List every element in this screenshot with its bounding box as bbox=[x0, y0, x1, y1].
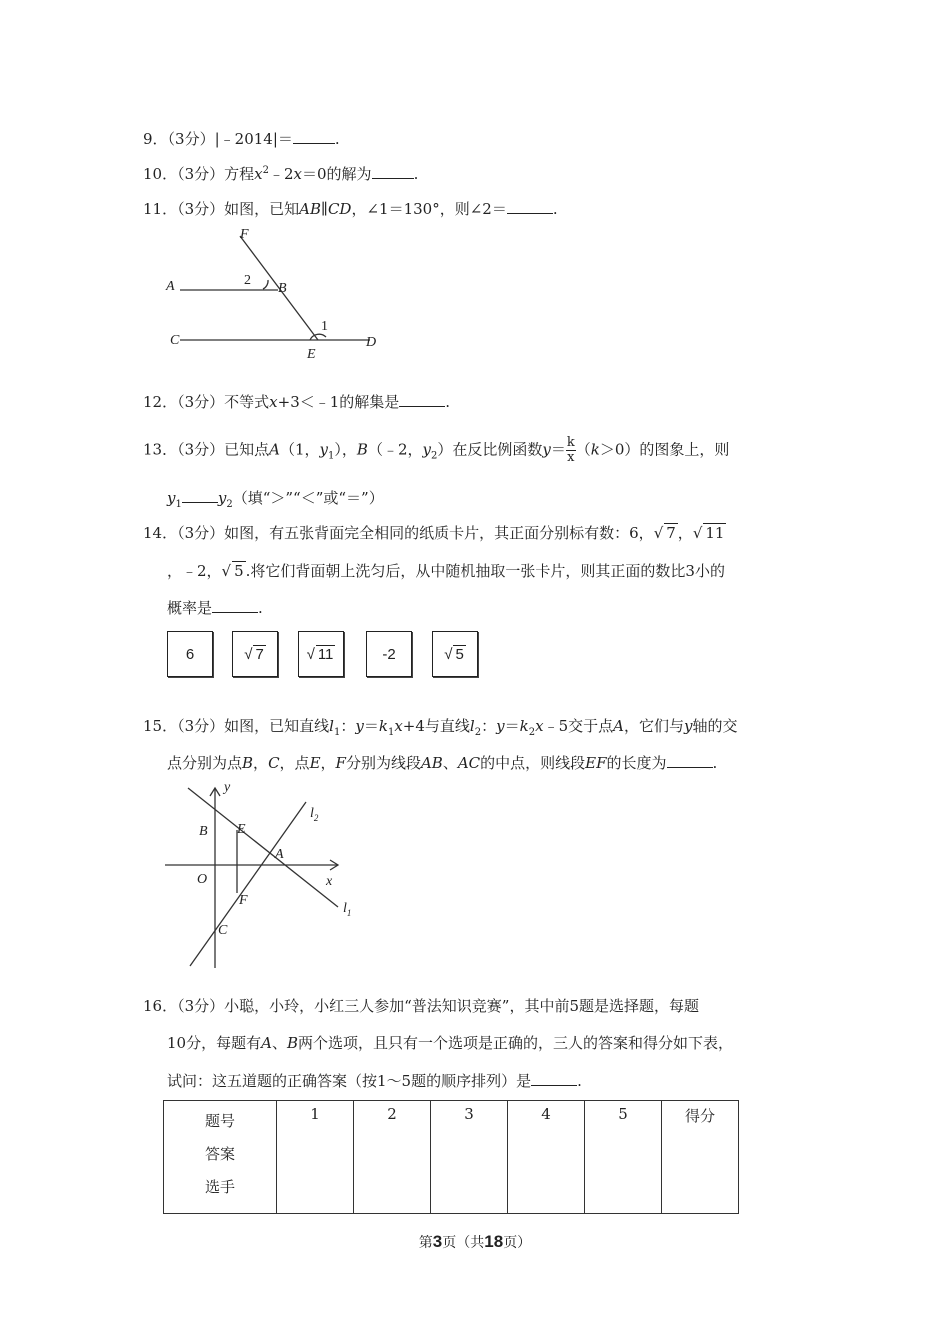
question-14-line3: 概率是 . bbox=[167, 599, 263, 617]
table-col-5: 5 bbox=[585, 1101, 662, 1214]
label-B: B bbox=[278, 281, 287, 296]
answer-blank bbox=[293, 131, 335, 144]
table-header-cell: 题号 答案 选手 bbox=[164, 1101, 277, 1214]
label-l2: $l_2$ bbox=[310, 806, 319, 823]
label-C: C bbox=[170, 333, 180, 348]
label-B: B bbox=[199, 824, 208, 839]
answer-table bbox=[163, 1100, 739, 1214]
answer-blank bbox=[507, 201, 553, 214]
label-E: E bbox=[237, 822, 246, 837]
question-14: 14．（3分）如图，有五张背面完全相同的纸质卡片，其正面分别标有数：6，√ 7 ，√ 11 bbox=[143, 524, 725, 542]
table-col-2: 2 bbox=[354, 1101, 431, 1214]
answer-blank bbox=[182, 490, 218, 503]
question-14-line2: ，﹣2，√ 5 .将它们背面朝上洗匀后，从中随机抽取一张卡片，则其正面的数比3小的 bbox=[167, 562, 725, 580]
parallel-lines-figure bbox=[160, 222, 390, 364]
answer-blank bbox=[212, 600, 258, 613]
question-16-line2: 10分，每题有A、B两个选项，且只有一个选项是正确的，三人的答案和得分如下表， bbox=[167, 1034, 733, 1052]
label-F: F bbox=[240, 227, 249, 242]
question-12: 12．（3分）不等式x+3＜﹣1的解集是 . bbox=[143, 393, 451, 411]
question-10: 10．（3分）方程$x^2﹣2x=0$的解为 . bbox=[143, 165, 419, 183]
question-16-line3: 试问：这五道题的正确答案（按1～5题的顺序排列）是 . bbox=[167, 1072, 582, 1090]
label-1: 1 bbox=[321, 319, 328, 334]
question-9: 9．（3分）|﹣2014|＝ . bbox=[143, 130, 340, 148]
question-15-line2: 点分别为点B，C，点E，F分别为线段AB、AC的中点，则线段EF的长度为 . bbox=[167, 754, 718, 772]
card-2: √ 7 bbox=[232, 631, 278, 677]
label-A: A bbox=[166, 279, 175, 294]
question-13-line2: $y_1$ $y_2$（填“＞”“＜”或“＝”） bbox=[167, 489, 384, 510]
label-2: 2 bbox=[244, 273, 251, 288]
card-1: 6 bbox=[167, 631, 213, 677]
card-4: -2 bbox=[366, 631, 412, 677]
question-11: 11．（3分）如图，已知AB∥CD，∠1＝130°，则∠2＝ . bbox=[143, 200, 558, 218]
answer-blank bbox=[667, 755, 713, 768]
label-O: O bbox=[197, 872, 208, 887]
coordinate-lines-figure bbox=[160, 776, 360, 972]
card-3: √ 11 bbox=[298, 631, 344, 677]
table-col-1: 1 bbox=[277, 1101, 354, 1214]
page-footer: 第3页（共18页） bbox=[418, 1232, 532, 1251]
table-col-3: 3 bbox=[431, 1101, 508, 1214]
answer-blank bbox=[372, 166, 414, 179]
table-col-4: 4 bbox=[508, 1101, 585, 1214]
label-y: y bbox=[224, 780, 231, 795]
label-A: A bbox=[275, 847, 284, 862]
answer-blank bbox=[531, 1073, 577, 1086]
label-l1: $l_1$ bbox=[343, 901, 352, 918]
card-5: √ 5 bbox=[432, 631, 478, 677]
question-13: 13．（3分）已知点A（1，$y_1$），B（﹣2，$y_2$）在反比例函数y＝ $\frac{k}{x}$ （k＞0）的图象上，则 bbox=[143, 435, 730, 465]
label-F: F bbox=[239, 893, 248, 908]
question-15: 15．（3分）如图，已知直线$l_1$：$y=k_1x+4$与直线$l_2$：$y=k_2x﹣5$交于点A，它们与y轴的交 bbox=[143, 717, 738, 738]
table-col-score: 得分 bbox=[662, 1101, 739, 1214]
table-row bbox=[164, 1101, 739, 1214]
question-16: 16．（3分）小聪，小玲，小红三人参加“普法知识竞赛”，其中前5题是选择题，每题 bbox=[143, 997, 700, 1015]
label-E: E bbox=[307, 347, 316, 362]
label-x: x bbox=[326, 874, 333, 889]
label-C: C bbox=[218, 923, 228, 938]
fraction-k-over-x: $\frac{k}{x}$ bbox=[566, 435, 575, 465]
label-D: D bbox=[366, 335, 377, 350]
answer-blank bbox=[399, 394, 445, 407]
